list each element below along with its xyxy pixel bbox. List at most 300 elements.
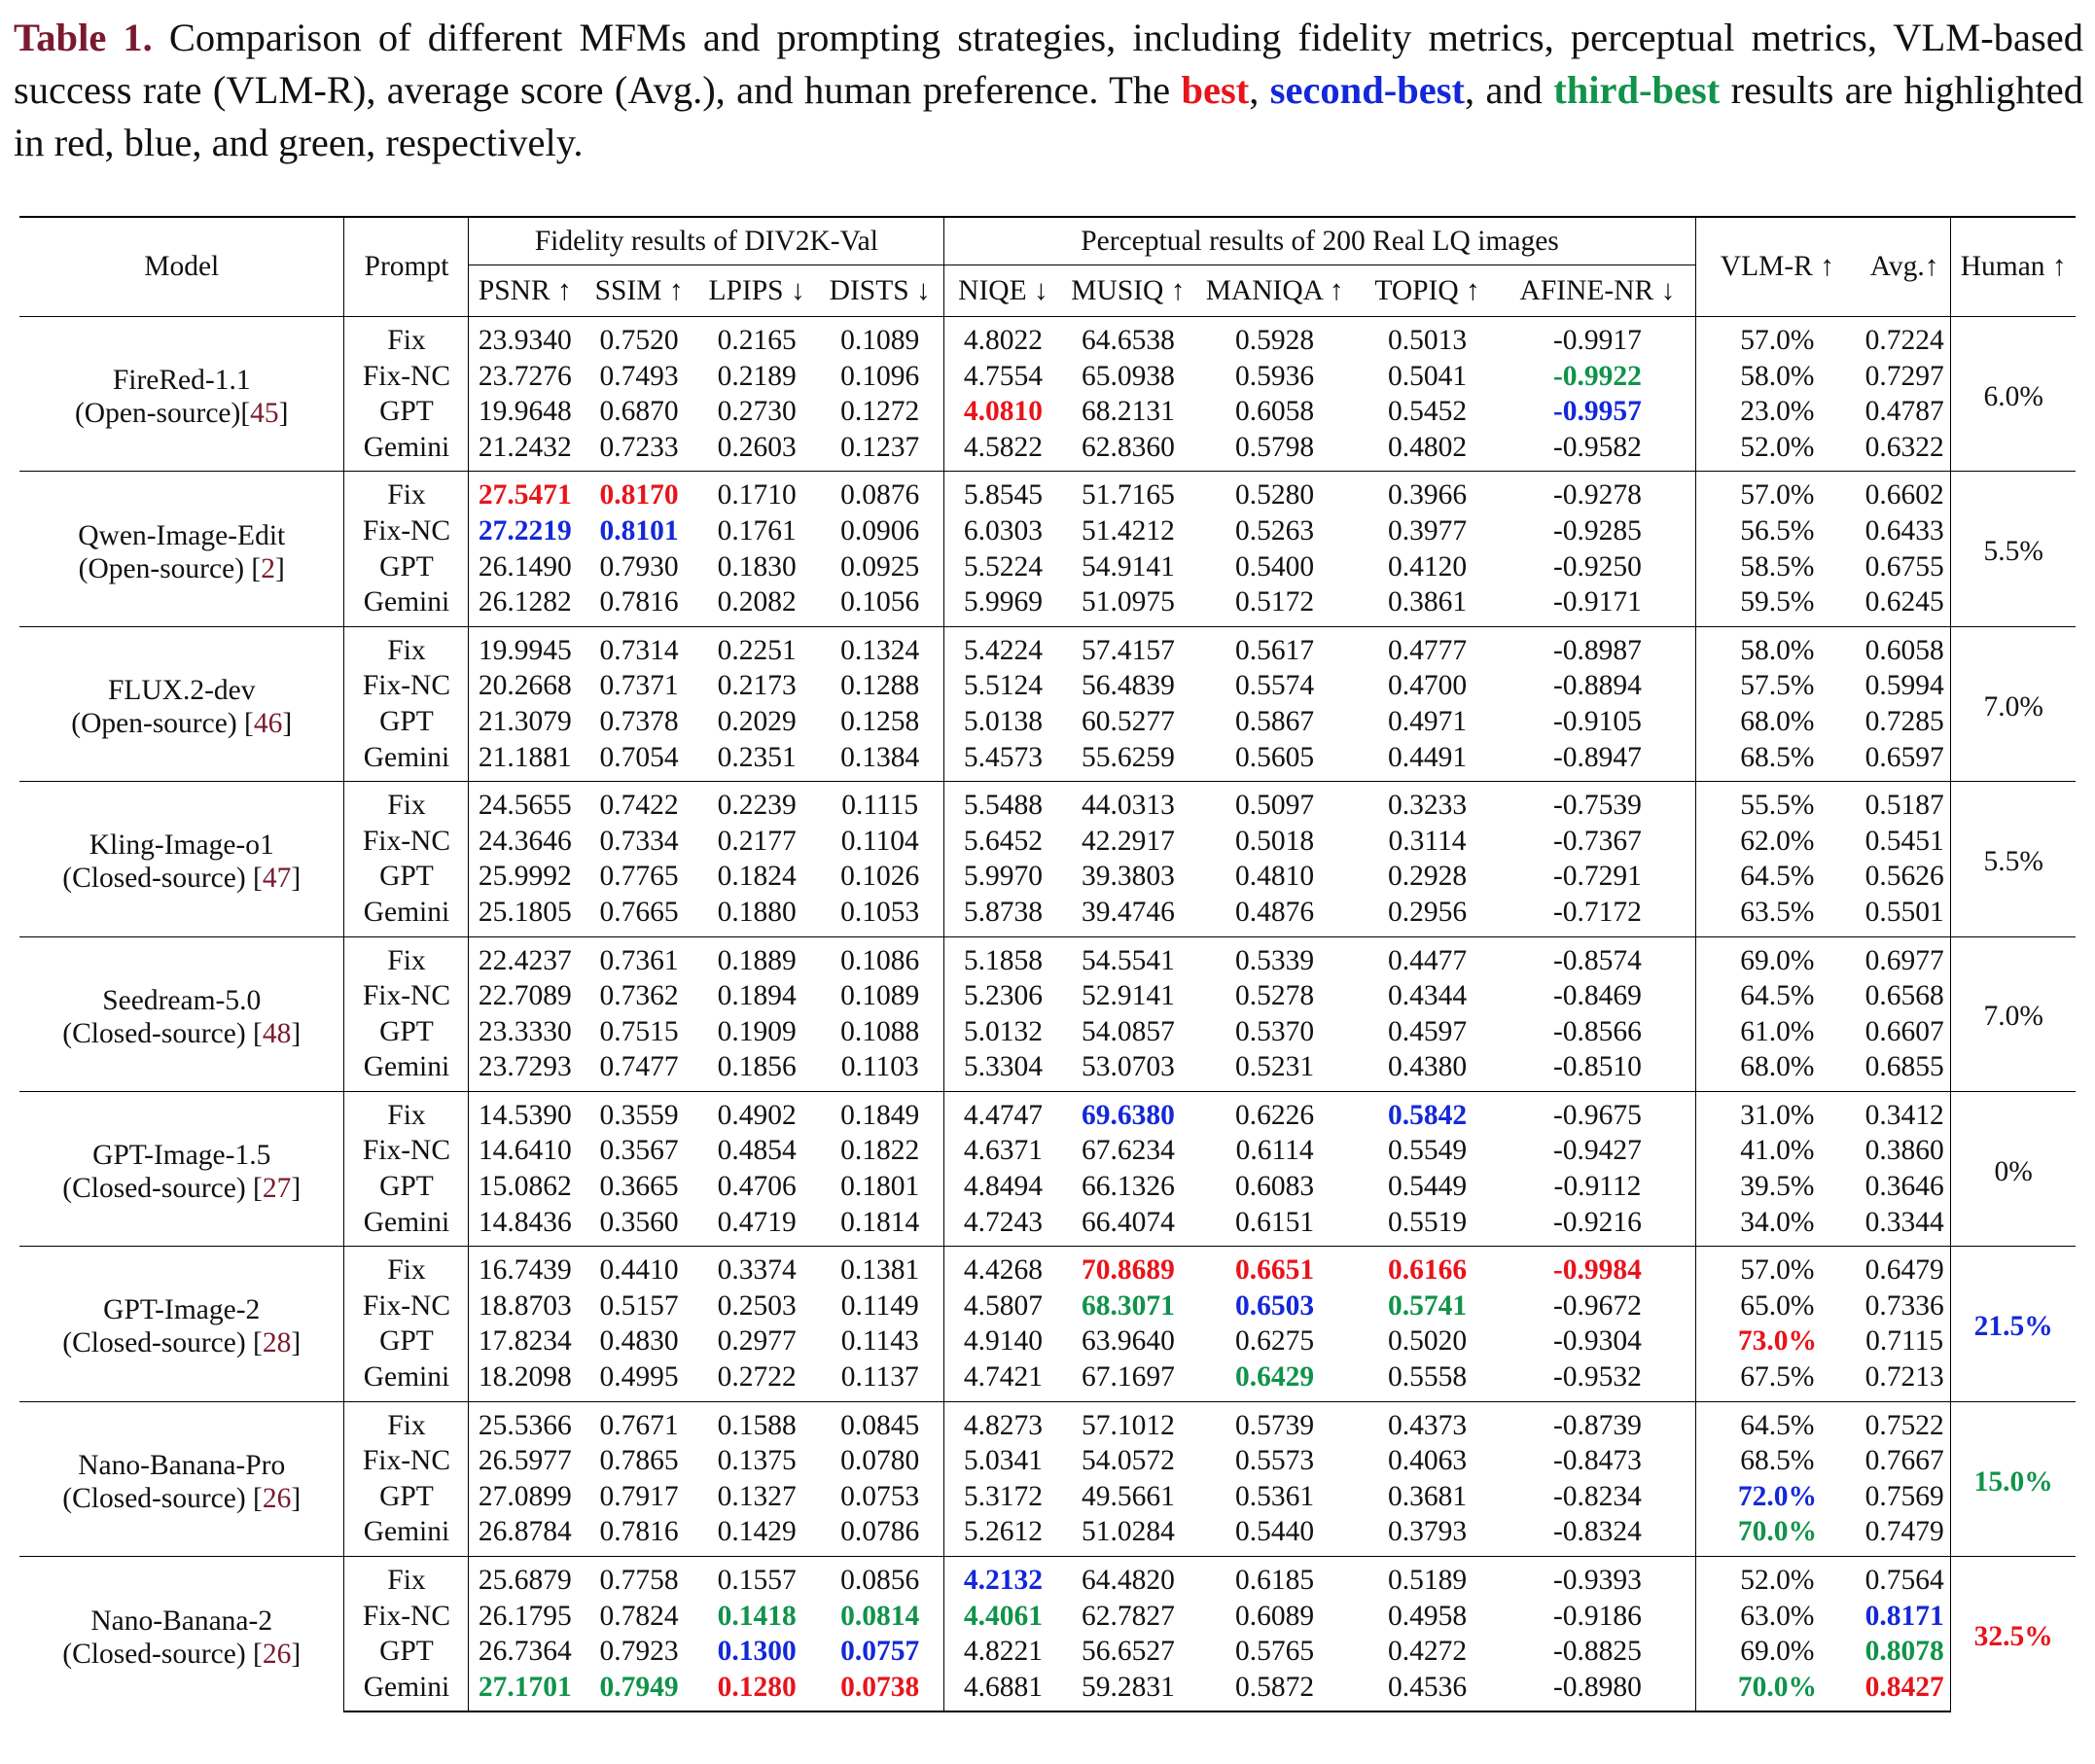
metric-cell: 0.6429 bbox=[1235, 1361, 1315, 1394]
metric-cell: 26.1490 bbox=[478, 550, 572, 582]
metric-cell: 0.5440 bbox=[1235, 1516, 1315, 1548]
header-dists: DISTS ↓ bbox=[816, 265, 943, 317]
metric-cell: 55.5% bbox=[1695, 782, 1859, 824]
model-cell bbox=[19, 626, 344, 781]
metric-cell: -0.9532 bbox=[1500, 1359, 1695, 1401]
model-source-end: ] bbox=[282, 707, 293, 739]
caption-text: Comparison of different MFMs and prompting strategies, including fidelity metrics, perceptual metrics, VLM-based success rate (VLM-R), average score (Avg.), and human preference. The bbox=[14, 16, 2083, 112]
metric-cell: 59.5% bbox=[1740, 586, 1815, 618]
metric-cell: 69.6380 bbox=[1062, 1091, 1194, 1133]
metric-cell: 4.7554 bbox=[963, 360, 1044, 392]
metric-cell: 0.7233 bbox=[599, 431, 679, 463]
metric-cell: 0.5574 bbox=[1235, 670, 1315, 702]
metric-cell: 0.7569 bbox=[1859, 1479, 1951, 1515]
metric-cell: 0.7824 bbox=[599, 1600, 679, 1632]
metric-cell: 0.7667 bbox=[1859, 1443, 1951, 1479]
metric-cell: 0.1143 bbox=[816, 1323, 943, 1359]
metric-cell: -0.8825 bbox=[1500, 1634, 1695, 1670]
metric-cell: 0.7865 bbox=[599, 1445, 679, 1477]
metric-cell: 0.1849 bbox=[816, 1091, 943, 1133]
caption-sep: , bbox=[1249, 68, 1270, 112]
metric-cell: 24.5655 bbox=[469, 782, 581, 824]
metric-cell: 52.9141 bbox=[1081, 980, 1175, 1012]
human-preference-cell: 15.0% bbox=[1951, 1401, 2076, 1556]
metric-cell: -0.9171 bbox=[1500, 584, 1695, 626]
metric-cell: 0.5798 bbox=[1235, 431, 1315, 463]
metric-cell: 64.5% bbox=[1695, 1401, 1859, 1443]
metric-cell: 23.0% bbox=[1740, 396, 1815, 428]
metric-cell: -0.9922 bbox=[1500, 359, 1695, 395]
metric-cell: 21.1881 bbox=[478, 741, 572, 773]
metric-cell: 0.8170 bbox=[581, 472, 697, 513]
metric-cell: 4.6881 bbox=[944, 1670, 1062, 1712]
metric-cell: 0.2928 bbox=[1387, 861, 1468, 893]
model-source-end: ] bbox=[278, 398, 289, 430]
metric-cell: 5.8545 bbox=[944, 472, 1062, 513]
metric-cell: 0.7314 bbox=[581, 626, 697, 668]
metric-cell: 54.5541 bbox=[1062, 936, 1194, 978]
metric-cell: 0.1894 bbox=[717, 980, 797, 1012]
metric-cell: 61.0% bbox=[1740, 1015, 1815, 1047]
metric-cell: 0.6855 bbox=[1859, 1049, 1951, 1091]
model-cell bbox=[19, 1091, 344, 1246]
metric-cell: 0.6185 bbox=[1194, 1557, 1355, 1599]
metric-cell: 0.5994 bbox=[1859, 668, 1951, 704]
metric-cell: -0.9112 bbox=[1500, 1169, 1695, 1205]
metric-cell: 51.0284 bbox=[1081, 1516, 1175, 1548]
metric-cell: -0.9250 bbox=[1500, 549, 1695, 585]
metric-cell: 0.5617 bbox=[1194, 626, 1355, 668]
metric-cell: 0.3646 bbox=[1859, 1169, 1951, 1205]
metric-cell: 4.5807 bbox=[963, 1289, 1044, 1322]
metric-cell: 0.1288 bbox=[816, 668, 943, 704]
prompt-cell: Fix bbox=[344, 782, 469, 824]
prompt-cell: Gemini bbox=[344, 740, 469, 782]
metric-cell: 22.4237 bbox=[469, 936, 581, 978]
metric-cell: 0.1272 bbox=[816, 394, 943, 430]
metric-cell: 5.6452 bbox=[963, 825, 1044, 857]
metric-cell: 0.6607 bbox=[1859, 1014, 1951, 1050]
model-source bbox=[19, 1638, 343, 1671]
model-source-end: ] bbox=[291, 1017, 302, 1049]
prompt-cell: GPT bbox=[344, 1014, 469, 1050]
metric-cell: 57.1012 bbox=[1062, 1401, 1194, 1443]
citation-ref: 46 bbox=[253, 707, 283, 739]
metric-cell: 0.8427 bbox=[1859, 1670, 1951, 1712]
model-group bbox=[19, 626, 2076, 781]
metric-cell: 0.3681 bbox=[1387, 1480, 1468, 1512]
metric-cell: 63.5% bbox=[1740, 896, 1815, 928]
model-name: GPT-Image-2 bbox=[103, 1294, 261, 1326]
metric-cell: 44.0313 bbox=[1062, 782, 1194, 824]
model-source-text: (Open-source) [ bbox=[71, 707, 254, 739]
table-row bbox=[19, 1091, 2076, 1133]
header-musiq: MUSIQ ↑ bbox=[1062, 265, 1194, 317]
metric-cell: 0.6977 bbox=[1859, 936, 1951, 978]
metric-cell: 0.7522 bbox=[1859, 1401, 1951, 1443]
metric-cell: 0.0780 bbox=[816, 1443, 943, 1479]
table-row bbox=[19, 1557, 2076, 1599]
metric-cell: 0.7520 bbox=[581, 317, 697, 359]
metric-cell: 0.6166 bbox=[1355, 1247, 1500, 1288]
model-group bbox=[19, 1247, 2076, 1401]
metric-cell: 41.0% bbox=[1740, 1135, 1815, 1167]
prompt-cell: Fix-NC bbox=[344, 1133, 469, 1169]
metric-cell: 0.1710 bbox=[697, 472, 816, 513]
model-source bbox=[19, 552, 343, 585]
metric-cell: 39.3803 bbox=[1081, 861, 1175, 893]
metric-cell: 0.6755 bbox=[1859, 549, 1951, 585]
metric-cell: 27.1701 bbox=[469, 1670, 581, 1712]
prompt-cell: Fix bbox=[344, 1091, 469, 1133]
metric-cell: 17.8234 bbox=[478, 1325, 572, 1358]
metric-cell: 18.2098 bbox=[478, 1361, 572, 1394]
metric-cell: -0.8566 bbox=[1500, 1014, 1695, 1050]
prompt-cell: Gemini bbox=[344, 1205, 469, 1247]
metric-cell: 0.1418 bbox=[717, 1600, 797, 1632]
metric-cell: 0.3567 bbox=[599, 1135, 679, 1167]
metric-cell: 0.0876 bbox=[816, 472, 943, 513]
model-source bbox=[19, 1326, 343, 1359]
prompt-cell: Gemini bbox=[344, 430, 469, 472]
metric-cell: 0.4810 bbox=[1235, 861, 1315, 893]
metric-cell: 0.7923 bbox=[599, 1636, 679, 1668]
metric-cell: 0.3560 bbox=[599, 1206, 679, 1238]
metric-cell: 0.6151 bbox=[1235, 1206, 1315, 1238]
metric-cell: 4.0810 bbox=[963, 396, 1044, 428]
metric-cell: 0.6058 bbox=[1235, 396, 1315, 428]
header-niqe: NIQE ↓ bbox=[944, 265, 1062, 317]
citation-ref: 26 bbox=[262, 1638, 292, 1670]
citation-ref: 27 bbox=[262, 1173, 292, 1205]
metric-cell: 5.5488 bbox=[944, 782, 1062, 824]
header-avg: Avg.↑ bbox=[1859, 217, 1951, 317]
metric-cell: 4.8494 bbox=[963, 1171, 1044, 1203]
metric-cell: 0.7371 bbox=[599, 670, 679, 702]
metric-cell: 0.8171 bbox=[1859, 1599, 1951, 1635]
metric-cell: 0.3861 bbox=[1387, 586, 1468, 618]
metric-cell: 26.7364 bbox=[478, 1636, 572, 1668]
metric-cell: 0.7422 bbox=[581, 782, 697, 824]
metric-cell: 0.0786 bbox=[816, 1514, 943, 1556]
table-label: Table 1. bbox=[14, 16, 153, 59]
metric-cell: 0.2082 bbox=[717, 586, 797, 618]
metric-cell: 25.6879 bbox=[469, 1557, 581, 1599]
metric-cell: 0.1089 bbox=[816, 978, 943, 1014]
header-topiq: TOPIQ ↑ bbox=[1355, 265, 1500, 317]
metric-cell: 0.3977 bbox=[1387, 514, 1468, 547]
metric-cell: 0.3344 bbox=[1859, 1205, 1951, 1247]
prompt-cell: GPT bbox=[344, 1323, 469, 1359]
metric-cell: 26.5977 bbox=[478, 1445, 572, 1477]
prompt-cell: Fix bbox=[344, 472, 469, 513]
metric-cell: 0.0814 bbox=[816, 1599, 943, 1635]
model-source-end: ] bbox=[291, 1482, 302, 1514]
prompt-cell: Fix bbox=[344, 1247, 469, 1288]
model-source bbox=[19, 1017, 343, 1050]
header-lpips: LPIPS ↓ bbox=[697, 265, 816, 317]
metric-cell: 23.3330 bbox=[478, 1015, 572, 1047]
metric-cell: 57.0% bbox=[1695, 317, 1859, 359]
metric-cell: 55.6259 bbox=[1081, 741, 1175, 773]
metric-cell: 63.0% bbox=[1740, 1600, 1815, 1632]
metric-cell: 52.0% bbox=[1695, 1557, 1859, 1599]
metric-cell: 54.0572 bbox=[1081, 1445, 1175, 1477]
model-source bbox=[19, 1172, 343, 1205]
metric-cell: -0.9957 bbox=[1500, 394, 1695, 430]
metric-cell: 0.4971 bbox=[1387, 705, 1468, 737]
metric-cell: 27.5471 bbox=[469, 472, 581, 513]
metric-cell: 4.7421 bbox=[963, 1361, 1044, 1394]
caption-sep: , and bbox=[1464, 68, 1554, 112]
metric-cell: 0.7917 bbox=[599, 1480, 679, 1512]
metric-cell: 0.7362 bbox=[599, 980, 679, 1012]
header-human: Human ↑ bbox=[1951, 217, 2076, 317]
citation-ref: 28 bbox=[262, 1327, 292, 1359]
prompt-cell: Fix bbox=[344, 936, 469, 978]
metric-cell: 0.4902 bbox=[697, 1091, 816, 1133]
metric-cell: 0.3233 bbox=[1355, 782, 1500, 824]
metric-cell: 0.7285 bbox=[1859, 704, 1951, 740]
metric-cell: 0.5741 bbox=[1387, 1289, 1468, 1322]
metric-cell: 0.1327 bbox=[717, 1480, 797, 1512]
metric-cell: 68.0% bbox=[1740, 1051, 1815, 1083]
metric-cell: 0.7816 bbox=[599, 586, 679, 618]
model-source bbox=[19, 862, 343, 895]
metric-cell: 0.3559 bbox=[581, 1091, 697, 1133]
metric-cell: 4.4061 bbox=[963, 1600, 1044, 1632]
metric-cell: 0.2603 bbox=[717, 431, 797, 463]
metric-cell: -0.9582 bbox=[1500, 430, 1695, 472]
human-preference-cell: 21.5% bbox=[1951, 1247, 2076, 1401]
metric-cell: 0.7665 bbox=[599, 896, 679, 928]
metric-cell: 65.0% bbox=[1740, 1289, 1815, 1322]
metric-cell: -0.8980 bbox=[1500, 1670, 1695, 1712]
metric-cell: 0.7765 bbox=[599, 861, 679, 893]
table-row bbox=[19, 626, 2076, 668]
metric-cell: 0.2977 bbox=[717, 1325, 797, 1358]
human-preference-cell: 32.5% bbox=[1951, 1557, 2076, 1712]
model-name: FireRed-1.1 bbox=[112, 365, 251, 397]
metric-cell: 0.5549 bbox=[1387, 1135, 1468, 1167]
metric-cell: 0.6602 bbox=[1859, 472, 1951, 513]
metric-cell: 0.3966 bbox=[1355, 472, 1500, 513]
metric-cell: 0.2251 bbox=[697, 626, 816, 668]
metric-cell: 0.0738 bbox=[816, 1670, 943, 1712]
caption-best: best bbox=[1181, 68, 1250, 112]
metric-cell: 0.5339 bbox=[1194, 936, 1355, 978]
metric-cell: 0.5605 bbox=[1235, 741, 1315, 773]
metric-cell: -0.9984 bbox=[1500, 1247, 1695, 1288]
metric-cell: 5.9969 bbox=[963, 586, 1044, 618]
caption-second-best: second-best bbox=[1269, 68, 1465, 112]
metric-cell: 0.3793 bbox=[1387, 1516, 1468, 1548]
metric-cell: 57.0% bbox=[1695, 1247, 1859, 1288]
metric-cell: 57.4157 bbox=[1062, 626, 1194, 668]
metric-cell: 0.6503 bbox=[1235, 1289, 1315, 1322]
prompt-cell: Gemini bbox=[344, 1514, 469, 1556]
metric-cell: 0.8101 bbox=[599, 514, 679, 547]
header-psnr: PSNR ↑ bbox=[469, 265, 581, 317]
table-caption bbox=[14, 12, 2083, 169]
metric-cell: 0.5573 bbox=[1235, 1445, 1315, 1477]
citation-ref: 47 bbox=[262, 863, 292, 895]
metric-cell: 0.3114 bbox=[1388, 825, 1467, 857]
metric-cell: 0.6226 bbox=[1194, 1091, 1355, 1133]
citation-ref: 26 bbox=[262, 1482, 292, 1514]
metric-cell: 0.4380 bbox=[1387, 1051, 1468, 1083]
model-source-text: (Closed-source) [ bbox=[62, 863, 263, 895]
metric-cell: 0.7515 bbox=[599, 1015, 679, 1047]
metric-cell: 0.1056 bbox=[816, 584, 943, 626]
model-cell bbox=[19, 317, 344, 472]
metric-cell: 0.1557 bbox=[697, 1557, 816, 1599]
metric-cell: 54.0857 bbox=[1081, 1015, 1175, 1047]
metric-cell: 65.0938 bbox=[1081, 360, 1175, 392]
model-source-text: (Closed-source) [ bbox=[62, 1327, 263, 1359]
metric-cell: -0.8987 bbox=[1500, 626, 1695, 668]
prompt-cell: Fix-NC bbox=[344, 1288, 469, 1324]
metric-cell: 56.4839 bbox=[1081, 670, 1175, 702]
metric-cell: 5.2612 bbox=[963, 1516, 1044, 1548]
model-name: Kling-Image-o1 bbox=[89, 829, 274, 862]
metric-cell: -0.8947 bbox=[1500, 740, 1695, 782]
metric-cell: 59.2831 bbox=[1062, 1670, 1194, 1712]
prompt-cell: Gemini bbox=[344, 895, 469, 936]
model-source-text: (Closed-source) [ bbox=[62, 1638, 263, 1670]
metric-cell: 0.0856 bbox=[816, 1557, 943, 1599]
human-preference-cell: 6.0% bbox=[1951, 317, 2076, 472]
metric-cell: 0.5558 bbox=[1387, 1361, 1468, 1394]
metric-cell: 39.5% bbox=[1740, 1171, 1815, 1203]
metric-cell: 0.3860 bbox=[1859, 1133, 1951, 1169]
metric-cell: 4.4268 bbox=[944, 1247, 1062, 1288]
prompt-cell: GPT bbox=[344, 1634, 469, 1670]
metric-cell: 0.1375 bbox=[717, 1445, 797, 1477]
prompt-cell: Fix bbox=[344, 626, 469, 668]
metric-cell: 0.4272 bbox=[1387, 1636, 1468, 1668]
metric-cell: 49.5661 bbox=[1081, 1480, 1175, 1512]
header-vlm-r: VLM-R ↑ bbox=[1695, 217, 1859, 317]
metric-cell: 0.1384 bbox=[816, 740, 943, 782]
metric-cell: 0.2189 bbox=[717, 360, 797, 392]
metric-cell: 0.0906 bbox=[816, 513, 943, 549]
metric-cell: 68.0% bbox=[1740, 705, 1815, 737]
metric-cell: 0.7054 bbox=[599, 741, 679, 773]
metric-cell: 62.0% bbox=[1740, 825, 1815, 857]
metric-cell: 26.1795 bbox=[478, 1600, 572, 1632]
model-name: Nano-Banana-Pro bbox=[78, 1449, 286, 1481]
metric-cell: 0.0925 bbox=[816, 549, 943, 585]
metric-cell: 0.1088 bbox=[816, 1014, 943, 1050]
metric-cell: 0.4876 bbox=[1235, 896, 1315, 928]
metric-cell: -0.9285 bbox=[1500, 513, 1695, 549]
metric-cell: 0.2173 bbox=[717, 670, 797, 702]
metric-cell: 0.1381 bbox=[816, 1247, 943, 1288]
metric-cell: 5.8738 bbox=[963, 896, 1044, 928]
header-prompt: Prompt bbox=[344, 217, 469, 317]
metric-cell: 0.5872 bbox=[1194, 1670, 1355, 1712]
results-table-container bbox=[19, 216, 2076, 1712]
metric-cell: 0.4120 bbox=[1387, 550, 1468, 582]
metric-cell: 51.0975 bbox=[1081, 586, 1175, 618]
prompt-cell: Fix-NC bbox=[344, 978, 469, 1014]
header-fidelity-group: Fidelity results of DIV2K-Val bbox=[469, 217, 944, 265]
metric-cell: 42.2917 bbox=[1081, 825, 1175, 857]
metric-cell: 0.7816 bbox=[599, 1516, 679, 1548]
metric-cell: 0.6433 bbox=[1859, 513, 1951, 549]
prompt-cell: Gemini bbox=[344, 584, 469, 626]
prompt-cell: Gemini bbox=[344, 1670, 469, 1712]
metric-cell: 0.4719 bbox=[717, 1206, 797, 1238]
metric-cell: 0.0845 bbox=[816, 1401, 943, 1443]
metric-cell: 0.7949 bbox=[581, 1670, 697, 1712]
metric-cell: 0.4995 bbox=[599, 1361, 679, 1394]
prompt-cell: Fix-NC bbox=[344, 824, 469, 860]
metric-cell: 58.5% bbox=[1740, 550, 1815, 582]
metric-cell: 56.5% bbox=[1740, 514, 1815, 547]
prompt-cell: GPT bbox=[344, 394, 469, 430]
metric-cell: 21.3079 bbox=[478, 705, 572, 737]
metric-cell: 6.0303 bbox=[963, 514, 1044, 547]
model-source-end: ] bbox=[291, 1638, 302, 1670]
metric-cell: 62.7827 bbox=[1081, 1600, 1175, 1632]
metric-cell: 0.6479 bbox=[1859, 1247, 1951, 1288]
metric-cell: -0.8473 bbox=[1500, 1443, 1695, 1479]
metric-cell: 4.2132 bbox=[944, 1557, 1062, 1599]
metric-cell: 0.3412 bbox=[1859, 1091, 1951, 1133]
model-group bbox=[19, 936, 2076, 1091]
human-preference-cell: 5.5% bbox=[1951, 782, 2076, 936]
metric-cell: 0.4854 bbox=[717, 1135, 797, 1167]
metric-cell: -0.9917 bbox=[1500, 317, 1695, 359]
prompt-cell: Fix bbox=[344, 317, 469, 359]
metric-cell: 0.4063 bbox=[1387, 1445, 1468, 1477]
model-name: Nano-Banana-2 bbox=[90, 1605, 273, 1637]
metric-cell: 0.1856 bbox=[717, 1051, 797, 1083]
metric-cell: 0.7297 bbox=[1859, 359, 1951, 395]
metric-cell: 0.5157 bbox=[599, 1289, 679, 1322]
model-source-text: (Closed-source) [ bbox=[62, 1482, 263, 1514]
metric-cell: 0.5765 bbox=[1235, 1636, 1315, 1668]
model-source-text: (Open-source)[ bbox=[74, 398, 251, 430]
metric-cell: -0.7539 bbox=[1500, 782, 1695, 824]
metric-cell: 0.6058 bbox=[1859, 626, 1951, 668]
human-preference-cell: 5.5% bbox=[1951, 472, 2076, 626]
metric-cell: 26.1282 bbox=[478, 586, 572, 618]
metric-cell: 5.2306 bbox=[963, 980, 1044, 1012]
metric-cell: 0.2722 bbox=[717, 1361, 797, 1394]
prompt-cell: Fix-NC bbox=[344, 359, 469, 395]
metric-cell: 0.4706 bbox=[717, 1171, 797, 1203]
table-row bbox=[19, 1247, 2076, 1288]
metric-cell: 0.7564 bbox=[1859, 1557, 1951, 1599]
caption-third-best: third-best bbox=[1553, 68, 1721, 112]
metric-cell: 0.5626 bbox=[1859, 859, 1951, 895]
metric-cell: -0.7291 bbox=[1500, 859, 1695, 895]
metric-cell: 20.2668 bbox=[478, 670, 572, 702]
metric-cell: 0.1026 bbox=[816, 859, 943, 895]
metric-cell: 4.8221 bbox=[963, 1636, 1044, 1668]
metric-cell: 19.9648 bbox=[478, 396, 572, 428]
prompt-cell: Fix-NC bbox=[344, 1599, 469, 1635]
metric-cell: 0.1300 bbox=[717, 1636, 797, 1668]
metric-cell: 14.5390 bbox=[469, 1091, 581, 1133]
metric-cell: 5.1858 bbox=[944, 936, 1062, 978]
prompt-cell: Fix-NC bbox=[344, 1443, 469, 1479]
metric-cell: 54.9141 bbox=[1081, 550, 1175, 582]
prompt-cell: Gemini bbox=[344, 1049, 469, 1091]
